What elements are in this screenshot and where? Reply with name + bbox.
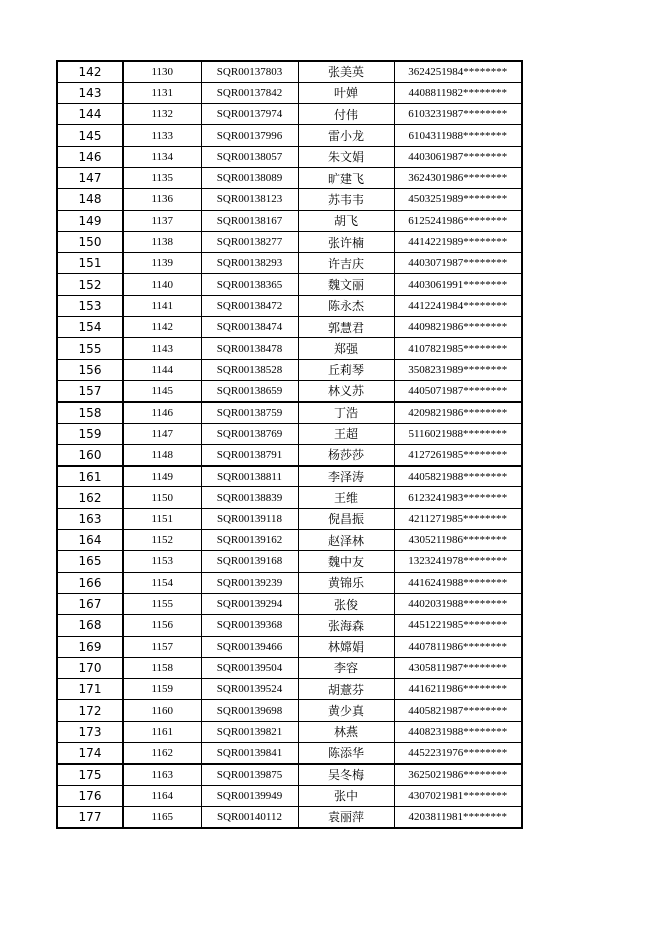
- table-row: [57, 444, 522, 465]
- row-number-cell: 1143: [123, 338, 201, 359]
- table-row: [57, 530, 522, 551]
- row-seq-cell: 155: [57, 338, 123, 359]
- row-id-cell: 4452231976********: [394, 743, 522, 764]
- row-seq-cell: 153: [57, 295, 123, 316]
- row-code-cell: SQR00139698: [201, 700, 298, 721]
- row-seq-cell: 148: [57, 189, 123, 210]
- row-id-cell: 4127261985********: [394, 444, 522, 465]
- row-code-cell: SQR00139239: [201, 572, 298, 593]
- row-id-cell: 4403071987********: [394, 253, 522, 274]
- row-code-cell: SQR00138839: [201, 487, 298, 508]
- row-id-cell: 4107821985********: [394, 338, 522, 359]
- row-seq-cell: 154: [57, 317, 123, 338]
- row-name-cell: 胡飞: [298, 210, 394, 231]
- row-name-cell: 旷建飞: [298, 167, 394, 188]
- table-row: [57, 721, 522, 742]
- row-name-cell: 叶婵: [298, 82, 394, 103]
- table-row: [57, 636, 522, 657]
- table-row: [57, 274, 522, 295]
- row-code-cell: SQR00139368: [201, 615, 298, 636]
- table-row: [57, 764, 522, 785]
- row-name-cell: 袁丽萍: [298, 806, 394, 827]
- row-number-cell: 1161: [123, 721, 201, 742]
- row-number-cell: 1131: [123, 82, 201, 103]
- row-seq-cell: 160: [57, 444, 123, 465]
- row-code-cell: SQR00138277: [201, 231, 298, 252]
- row-seq-cell: 165: [57, 551, 123, 572]
- row-code-cell: SQR00137974: [201, 104, 298, 125]
- row-seq-cell: 147: [57, 167, 123, 188]
- table-row: [57, 104, 522, 125]
- row-number-cell: 1132: [123, 104, 201, 125]
- row-name-cell: 张许楠: [298, 231, 394, 252]
- row-number-cell: 1130: [123, 61, 201, 82]
- row-code-cell: SQR00138123: [201, 189, 298, 210]
- row-seq-cell: 156: [57, 359, 123, 380]
- row-code-cell: SQR00139168: [201, 551, 298, 572]
- row-seq-cell: 149: [57, 210, 123, 231]
- row-number-cell: 1140: [123, 274, 201, 295]
- row-name-cell: 魏文丽: [298, 274, 394, 295]
- row-code-cell: SQR00137996: [201, 125, 298, 146]
- row-seq-cell: 171: [57, 679, 123, 700]
- table-row: [57, 253, 522, 274]
- row-name-cell: 黄少真: [298, 700, 394, 721]
- table-row: [57, 657, 522, 678]
- row-name-cell: 郑强: [298, 338, 394, 359]
- row-number-cell: 1156: [123, 615, 201, 636]
- row-seq-cell: 164: [57, 530, 123, 551]
- row-number-cell: 1136: [123, 189, 201, 210]
- table-row: [57, 210, 522, 231]
- row-code-cell: SQR00139821: [201, 721, 298, 742]
- table-row: [57, 806, 522, 827]
- table-row: [57, 423, 522, 444]
- row-seq-cell: 176: [57, 785, 123, 806]
- row-name-cell: 丁浩: [298, 402, 394, 423]
- row-id-cell: 4405821988********: [394, 466, 522, 487]
- row-seq-cell: 169: [57, 636, 123, 657]
- row-id-cell: 3508231989********: [394, 359, 522, 380]
- row-code-cell: SQR00139524: [201, 679, 298, 700]
- table-row: [57, 231, 522, 252]
- row-code-cell: SQR00138759: [201, 402, 298, 423]
- row-number-cell: 1139: [123, 253, 201, 274]
- row-id-cell: 4203811981********: [394, 806, 522, 827]
- row-name-cell: 张美英: [298, 61, 394, 82]
- row-number-cell: 1150: [123, 487, 201, 508]
- row-number-cell: 1142: [123, 317, 201, 338]
- row-name-cell: 林燕: [298, 721, 394, 742]
- row-number-cell: 1158: [123, 657, 201, 678]
- row-id-cell: 4305211986********: [394, 530, 522, 551]
- row-number-cell: 1149: [123, 466, 201, 487]
- row-seq-cell: 159: [57, 423, 123, 444]
- row-code-cell: SQR00139294: [201, 593, 298, 614]
- row-seq-cell: 144: [57, 104, 123, 125]
- table-row: [57, 125, 522, 146]
- row-code-cell: SQR00139875: [201, 764, 298, 785]
- row-id-cell: 4407811986********: [394, 636, 522, 657]
- table-row: [57, 146, 522, 167]
- row-code-cell: SQR00140112: [201, 806, 298, 827]
- row-number-cell: 1147: [123, 423, 201, 444]
- table-row: [57, 189, 522, 210]
- row-code-cell: SQR00139162: [201, 530, 298, 551]
- row-number-cell: 1148: [123, 444, 201, 465]
- row-seq-cell: 158: [57, 402, 123, 423]
- row-id-cell: 6125241986********: [394, 210, 522, 231]
- row-id-cell: 4402031988********: [394, 593, 522, 614]
- table-row: [57, 338, 522, 359]
- row-id-cell: 4405821987********: [394, 700, 522, 721]
- table-row: [57, 679, 522, 700]
- row-id-cell: 6103231987********: [394, 104, 522, 125]
- row-number-cell: 1165: [123, 806, 201, 827]
- row-name-cell: 付伟: [298, 104, 394, 125]
- row-id-cell: 6123241983********: [394, 487, 522, 508]
- table-body: [57, 61, 522, 828]
- row-code-cell: SQR00139466: [201, 636, 298, 657]
- row-name-cell: 杨莎莎: [298, 444, 394, 465]
- row-id-cell: 1323241978********: [394, 551, 522, 572]
- row-name-cell: 林嫦娟: [298, 636, 394, 657]
- table-row: [57, 402, 522, 423]
- row-name-cell: 朱文娟: [298, 146, 394, 167]
- row-id-cell: 4405071987********: [394, 380, 522, 401]
- row-number-cell: 1155: [123, 593, 201, 614]
- table-row: [57, 487, 522, 508]
- row-number-cell: 1135: [123, 167, 201, 188]
- row-name-cell: 张海森: [298, 615, 394, 636]
- row-name-cell: 倪昌振: [298, 508, 394, 529]
- row-name-cell: 黄锦乐: [298, 572, 394, 593]
- row-name-cell: 吴冬梅: [298, 764, 394, 785]
- row-name-cell: 陈添华: [298, 743, 394, 764]
- row-name-cell: 张中: [298, 785, 394, 806]
- table-row: [57, 167, 522, 188]
- row-number-cell: 1151: [123, 508, 201, 529]
- row-code-cell: SQR00139949: [201, 785, 298, 806]
- row-seq-cell: 174: [57, 743, 123, 764]
- row-code-cell: SQR00138769: [201, 423, 298, 444]
- table-row: [57, 785, 522, 806]
- row-name-cell: 胡薏芬: [298, 679, 394, 700]
- row-number-cell: 1153: [123, 551, 201, 572]
- row-code-cell: SQR00138089: [201, 167, 298, 188]
- table-row: [57, 508, 522, 529]
- table-row: [57, 295, 522, 316]
- row-number-cell: 1138: [123, 231, 201, 252]
- row-id-cell: 3624301986********: [394, 167, 522, 188]
- row-id-cell: 3624251984********: [394, 61, 522, 82]
- row-seq-cell: 173: [57, 721, 123, 742]
- row-seq-cell: 162: [57, 487, 123, 508]
- row-name-cell: 雷小龙: [298, 125, 394, 146]
- row-id-cell: 4503251989********: [394, 189, 522, 210]
- row-name-cell: 张俊: [298, 593, 394, 614]
- row-name-cell: 李容: [298, 657, 394, 678]
- row-code-cell: SQR00138811: [201, 466, 298, 487]
- row-id-cell: 4409821986********: [394, 317, 522, 338]
- row-seq-cell: 163: [57, 508, 123, 529]
- row-name-cell: 王维: [298, 487, 394, 508]
- row-id-cell: 4403061991********: [394, 274, 522, 295]
- row-name-cell: 赵泽林: [298, 530, 394, 551]
- table-row: [57, 551, 522, 572]
- row-seq-cell: 177: [57, 806, 123, 827]
- row-id-cell: 6104311988********: [394, 125, 522, 146]
- data-table: [56, 60, 523, 829]
- row-seq-cell: 151: [57, 253, 123, 274]
- row-name-cell: 王超: [298, 423, 394, 444]
- row-seq-cell: 168: [57, 615, 123, 636]
- row-id-cell: 4416211986********: [394, 679, 522, 700]
- row-code-cell: SQR00139118: [201, 508, 298, 529]
- row-id-cell: 3625021986********: [394, 764, 522, 785]
- row-name-cell: 陈永杰: [298, 295, 394, 316]
- row-seq-cell: 145: [57, 125, 123, 146]
- row-code-cell: SQR00138365: [201, 274, 298, 295]
- row-name-cell: 李泽涛: [298, 466, 394, 487]
- row-id-cell: 4307021981********: [394, 785, 522, 806]
- row-code-cell: SQR00138293: [201, 253, 298, 274]
- row-seq-cell: 143: [57, 82, 123, 103]
- row-code-cell: SQR00138528: [201, 359, 298, 380]
- row-number-cell: 1162: [123, 743, 201, 764]
- row-code-cell: SQR00138167: [201, 210, 298, 231]
- table-row: [57, 317, 522, 338]
- row-code-cell: SQR00138474: [201, 317, 298, 338]
- row-seq-cell: 152: [57, 274, 123, 295]
- row-seq-cell: 172: [57, 700, 123, 721]
- row-number-cell: 1137: [123, 210, 201, 231]
- row-id-cell: 4209821986********: [394, 402, 522, 423]
- row-number-cell: 1144: [123, 359, 201, 380]
- row-number-cell: 1141: [123, 295, 201, 316]
- row-number-cell: 1157: [123, 636, 201, 657]
- row-seq-cell: 150: [57, 231, 123, 252]
- row-number-cell: 1152: [123, 530, 201, 551]
- row-code-cell: SQR00138659: [201, 380, 298, 401]
- row-seq-cell: 146: [57, 146, 123, 167]
- row-id-cell: 5116021988********: [394, 423, 522, 444]
- row-code-cell: SQR00138057: [201, 146, 298, 167]
- row-code-cell: SQR00139504: [201, 657, 298, 678]
- table-row: [57, 743, 522, 764]
- row-number-cell: 1160: [123, 700, 201, 721]
- row-id-cell: 4305811987********: [394, 657, 522, 678]
- table-row: [57, 82, 522, 103]
- row-seq-cell: 170: [57, 657, 123, 678]
- row-id-cell: 4412241984********: [394, 295, 522, 316]
- row-number-cell: 1145: [123, 380, 201, 401]
- row-id-cell: 4408811982********: [394, 82, 522, 103]
- row-code-cell: SQR00137842: [201, 82, 298, 103]
- table-row: [57, 615, 522, 636]
- table-row: [57, 61, 522, 82]
- row-code-cell: SQR00138791: [201, 444, 298, 465]
- row-id-cell: 4403061987********: [394, 146, 522, 167]
- row-number-cell: 1164: [123, 785, 201, 806]
- row-seq-cell: 161: [57, 466, 123, 487]
- row-id-cell: 4211271985********: [394, 508, 522, 529]
- row-code-cell: SQR00139841: [201, 743, 298, 764]
- row-number-cell: 1146: [123, 402, 201, 423]
- row-name-cell: 魏中友: [298, 551, 394, 572]
- row-name-cell: 郭慧君: [298, 317, 394, 338]
- row-number-cell: 1133: [123, 125, 201, 146]
- table-row: [57, 359, 522, 380]
- row-seq-cell: 157: [57, 380, 123, 401]
- row-seq-cell: 175: [57, 764, 123, 785]
- row-code-cell: SQR00138472: [201, 295, 298, 316]
- row-number-cell: 1134: [123, 146, 201, 167]
- row-seq-cell: 142: [57, 61, 123, 82]
- row-number-cell: 1159: [123, 679, 201, 700]
- row-number-cell: 1154: [123, 572, 201, 593]
- row-name-cell: 丘莉琴: [298, 359, 394, 380]
- row-name-cell: 许吉庆: [298, 253, 394, 274]
- row-code-cell: SQR00137803: [201, 61, 298, 82]
- table-row: [57, 380, 522, 401]
- table-row: [57, 466, 522, 487]
- table-row: [57, 700, 522, 721]
- row-name-cell: 苏韦韦: [298, 189, 394, 210]
- row-id-cell: 4451221985********: [394, 615, 522, 636]
- row-seq-cell: 166: [57, 572, 123, 593]
- table-row: [57, 572, 522, 593]
- row-id-cell: 4408231988********: [394, 721, 522, 742]
- row-id-cell: 4416241988********: [394, 572, 522, 593]
- row-number-cell: 1163: [123, 764, 201, 785]
- table-row: [57, 593, 522, 614]
- row-name-cell: 林义苏: [298, 380, 394, 401]
- row-code-cell: SQR00138478: [201, 338, 298, 359]
- row-seq-cell: 167: [57, 593, 123, 614]
- row-id-cell: 4414221989********: [394, 231, 522, 252]
